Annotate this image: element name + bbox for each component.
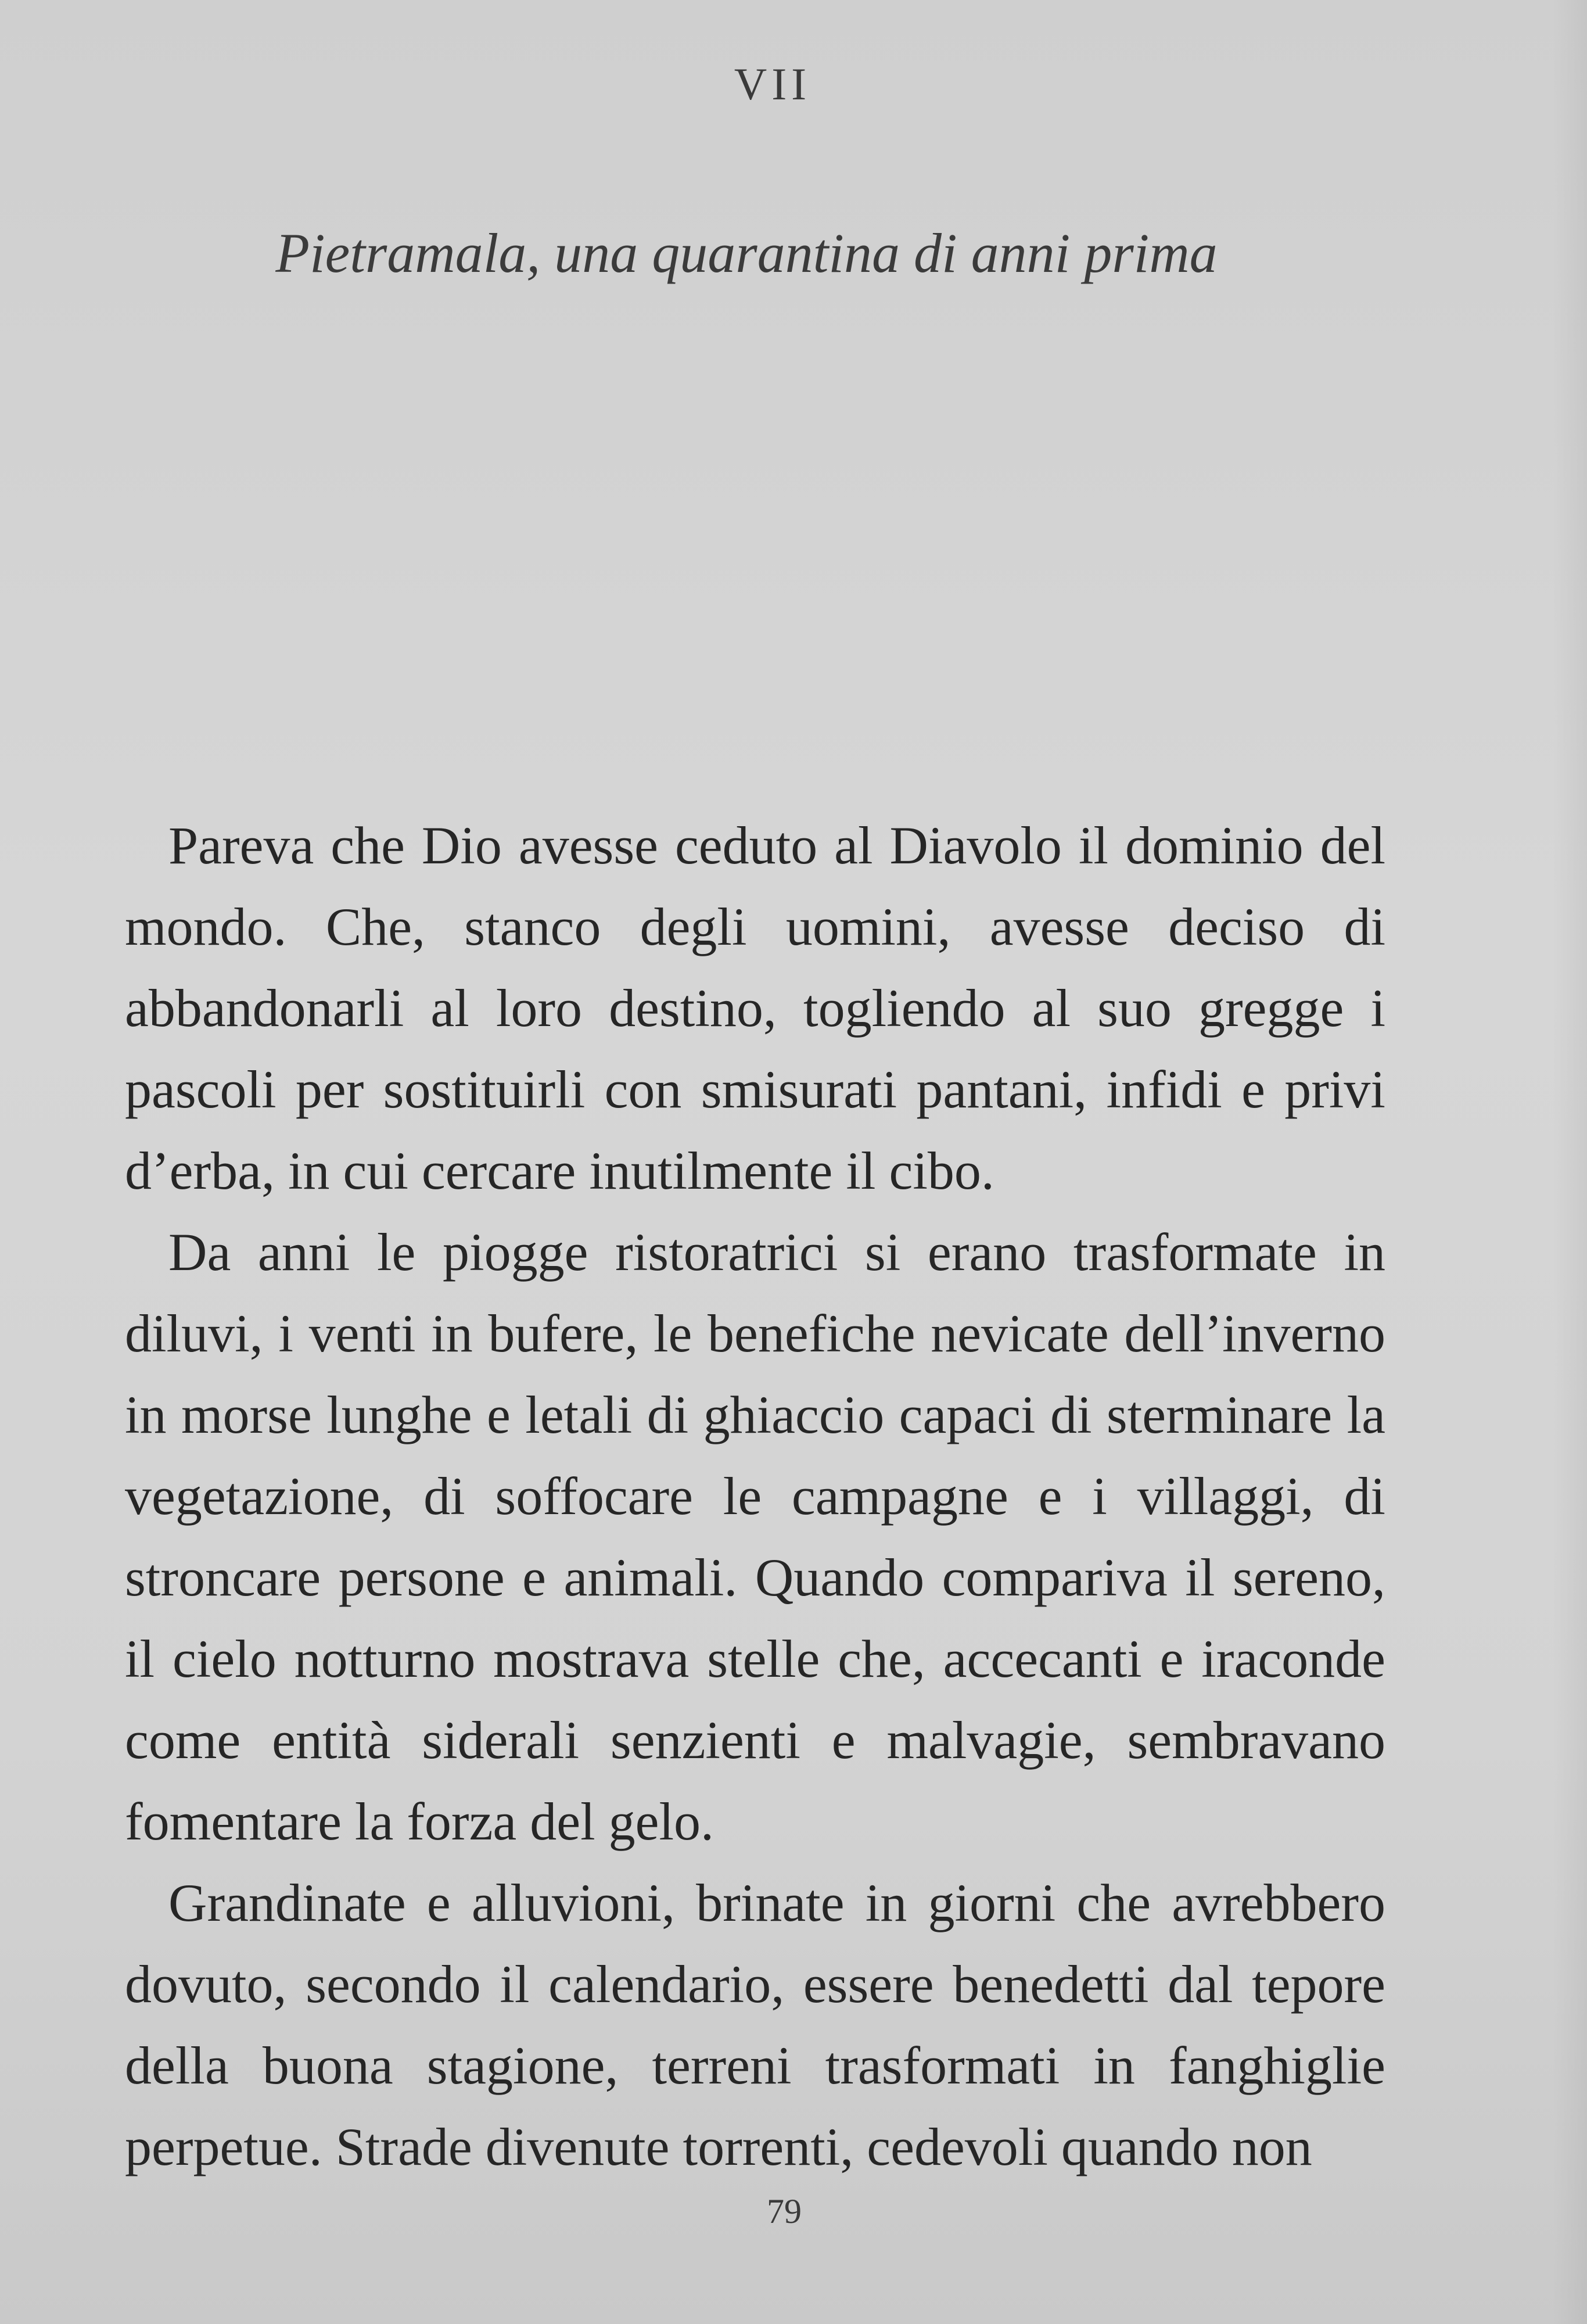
paragraph: Pareva che Dio avesse ceduto al Diavolo il dominio del mondo. Che, stanco degli uomini, avesse deciso di abbandonarli al loro destino, togliendo al suo gregge i pascoli per sostituirli con smisurati pantani, infidi e privi d’erba, in cui cercare inutilmente il cibo.: [125, 816, 1385, 1200]
page-edge-shadow: [1552, 0, 1587, 2324]
chapter-subtitle: Pietramala, una quarantina di anni prima: [275, 222, 1218, 284]
page-number: 79: [767, 2192, 802, 2230]
body-text: [125, 805, 1385, 2187]
paragraph: Grandinate e alluvioni, brinate in giorni che avrebbero dovuto, secondo il calendario, essere benedetti dal tepore della buona stagione, terreni trasformati in fanghiglie perpetue. Strade divenute torrenti, cedevoli quando non: [125, 1873, 1385, 2176]
paragraph: Da anni le piogge ristoratrici si erano trasformate in diluvi, i venti in bufere, le benefiche nevicate dell’inverno in morse lunghe e letali di ghiaccio capaci di sterminare la vegetazione, di soffocare le campagne e i villaggi, di stroncare persone e animali. Quando compariva il sereno, il cielo notturno mostrava stelle che, accecanti e iraconde come entità siderali senzienti e malvagie, sembravano fomentare la forza del gelo.: [125, 1222, 1385, 1851]
chapter-number: VII: [734, 59, 812, 109]
